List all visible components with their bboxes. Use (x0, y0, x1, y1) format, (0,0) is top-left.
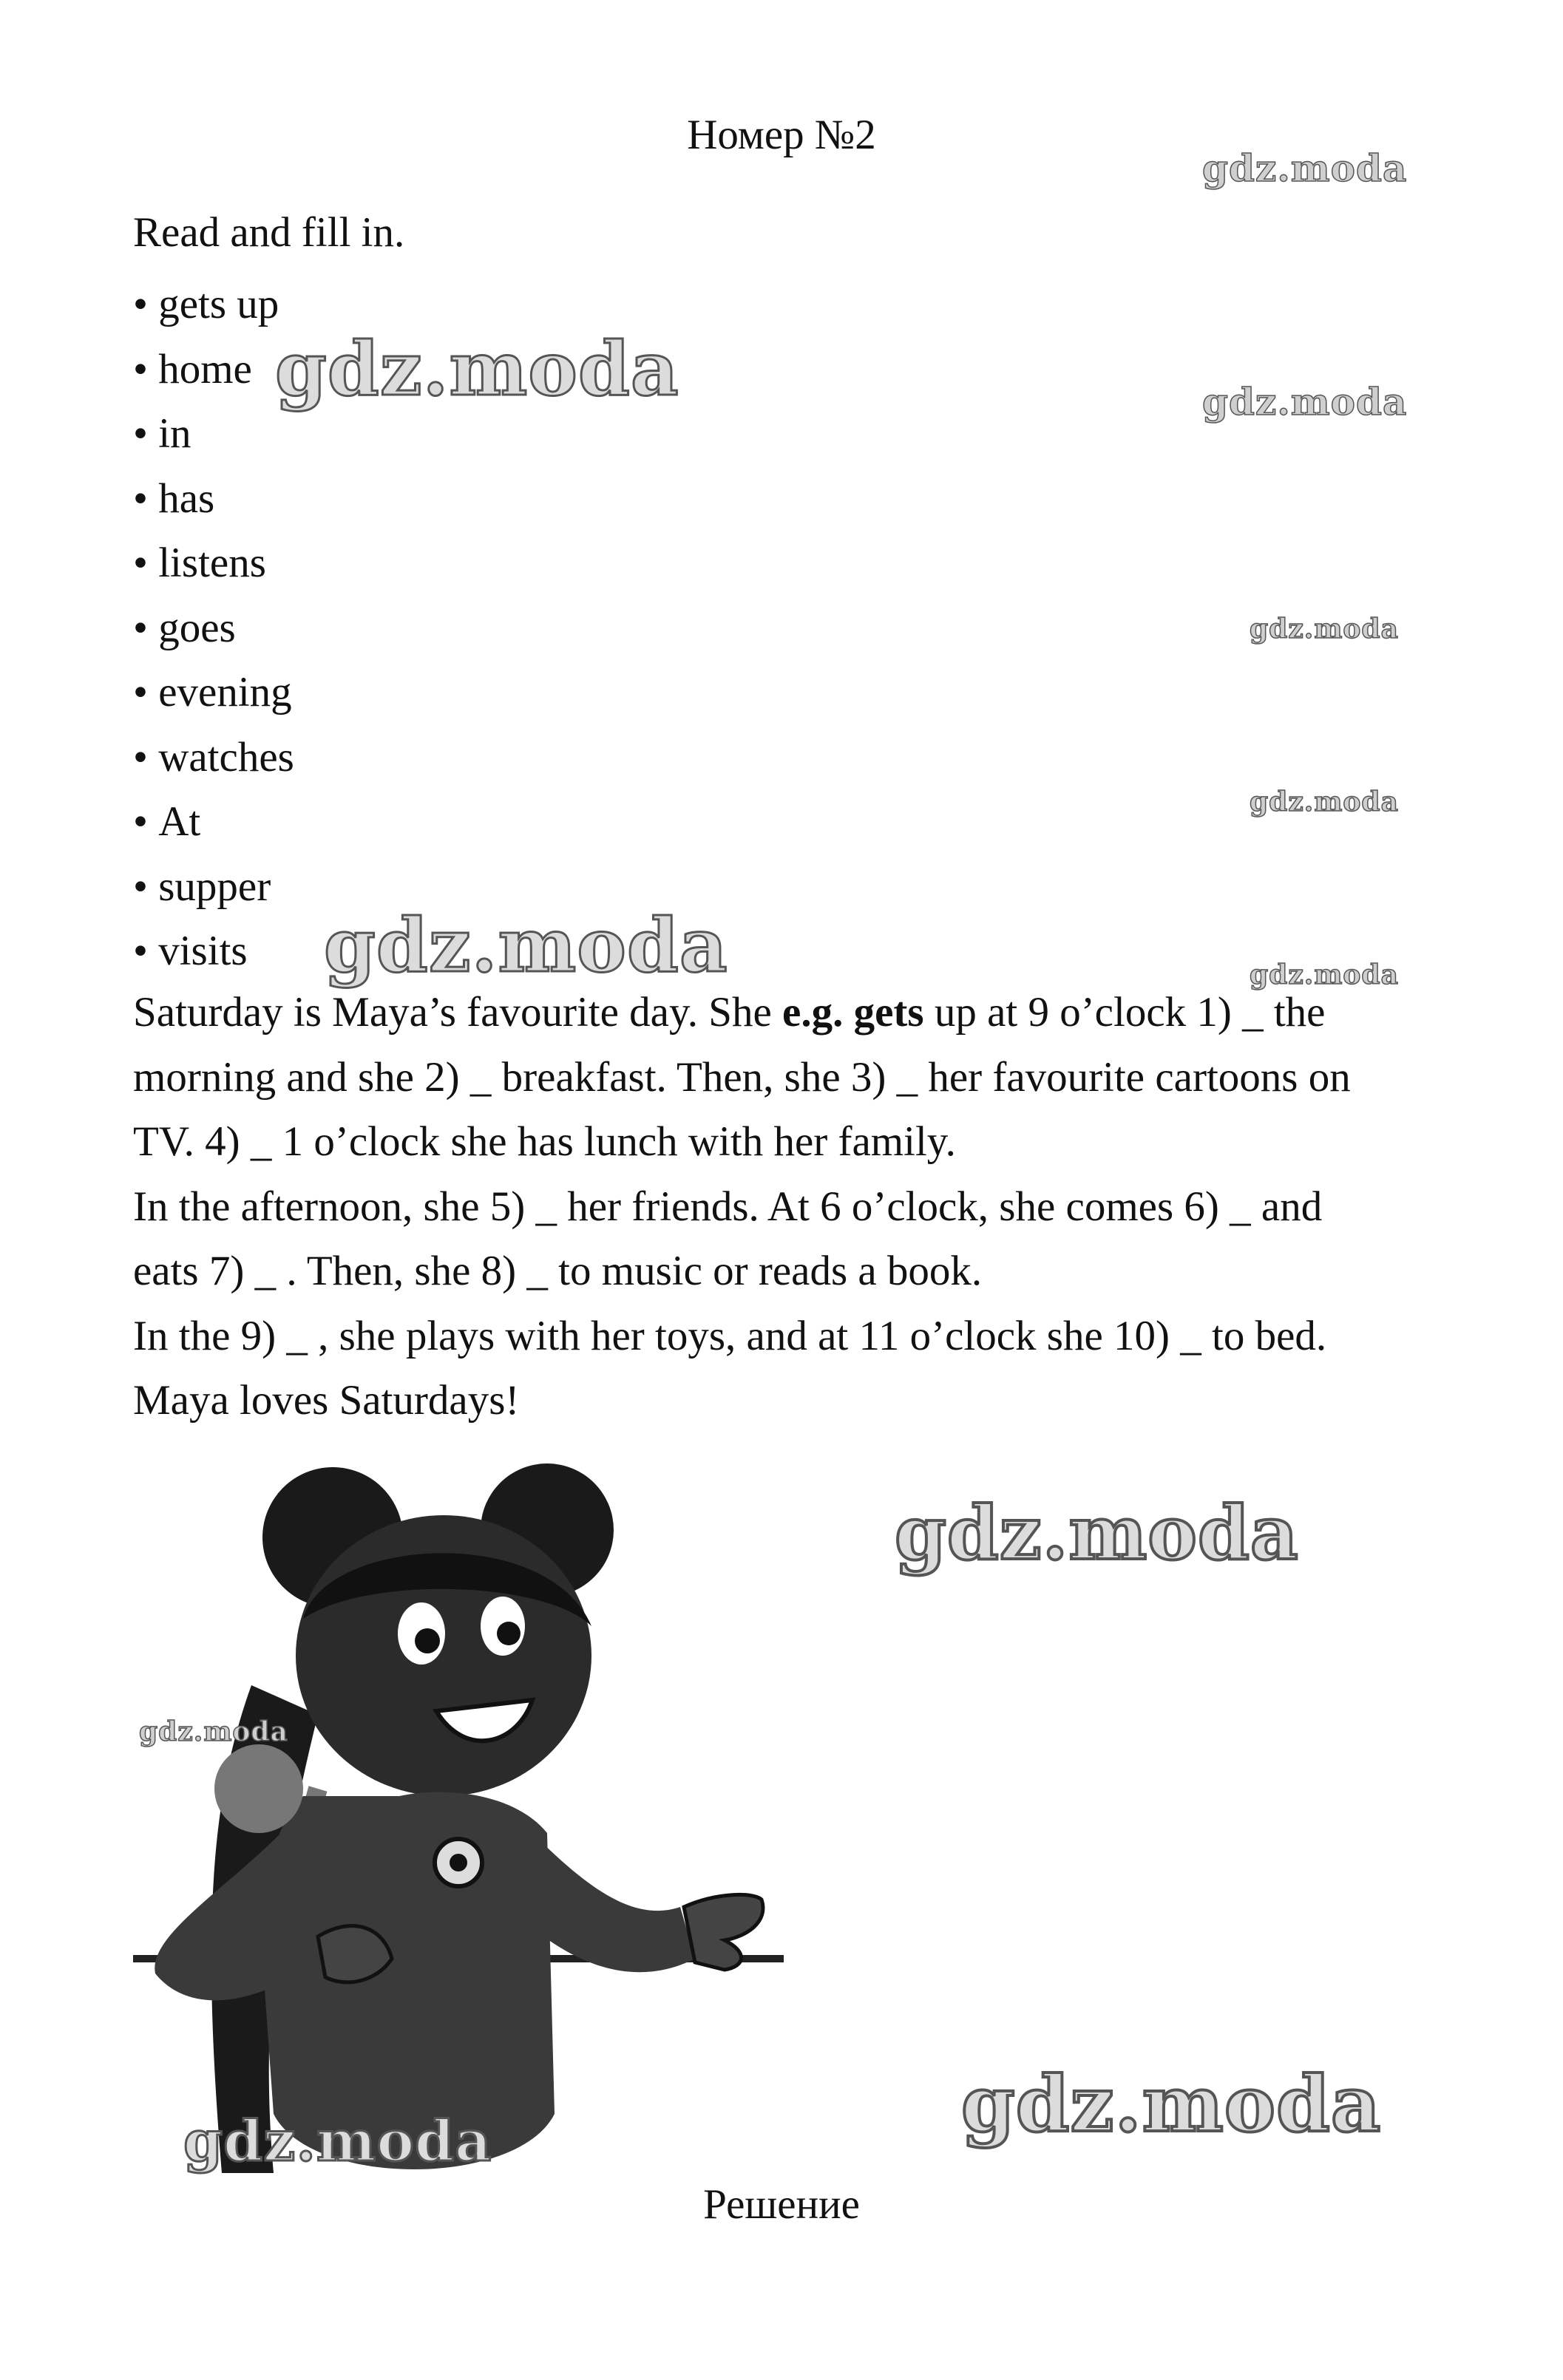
word-bank (133, 272, 294, 984)
word-bank-item: • listens (133, 531, 294, 596)
watermark: gdz.moda (961, 2058, 1382, 2149)
watermark: gdz.moda (1202, 146, 1408, 190)
word-bank-item: • watches (133, 725, 294, 790)
word-bank-item: • supper (133, 854, 294, 919)
word-bank-item: • At (133, 789, 294, 854)
word-bank-item: • goes (133, 596, 294, 661)
watermark: gdz.moda (1202, 380, 1408, 424)
example-answer: gets (853, 989, 924, 1036)
girl-illustration (133, 1449, 799, 2210)
word-bank-item: • evening (133, 660, 294, 725)
story-line: In the 9) _ , she plays with her toys, and at 11 o’clock she 10) _ to bed. (133, 1312, 1327, 1359)
word-bank-item: • has (133, 466, 294, 531)
watermark: gdz.moda (183, 2108, 492, 2174)
story-line: Maya loves Saturdays! (133, 1377, 520, 1424)
watermark: gdz.moda (895, 1489, 1299, 1577)
watermark: gdz.moda (1250, 786, 1399, 817)
story-text-segment: up at 9 o’clock 1) _ the (923, 989, 1326, 1036)
example-marker: e.g. (782, 989, 844, 1036)
word-bank-item: • home (133, 337, 294, 402)
watermark: gdz.moda (139, 1716, 288, 1747)
story-line: morning and she 2) _ breakfast. Then, she 3) _ her favourite cartoons on (133, 1053, 1351, 1101)
solution-label: Решение (703, 2181, 860, 2228)
watermark: gdz.moda (275, 325, 679, 412)
story-line: TV. 4) _ 1 o’clock she has lunch with her family. (133, 1118, 956, 1165)
story-text-segment: Saturday is Maya’s favourite day. She (133, 989, 783, 1036)
watermark: gdz.moda (1250, 613, 1399, 645)
watermark: gdz.moda (1250, 959, 1399, 990)
word-bank-item: • in (133, 401, 294, 466)
instruction: Read and fill in. (133, 209, 405, 256)
story-text (133, 980, 1449, 1433)
word-bank-item: • gets up (133, 272, 294, 337)
story-line: In the afternoon, she 5) _ her friends. At 6 o’clock, she comes 6) _ and (133, 1183, 1323, 1230)
page-title: Номер №2 (687, 112, 876, 158)
story-line: eats 7) _ . Then, she 8) _ to music or reads a book. (133, 1248, 983, 1294)
word-bank-item: • visits (133, 919, 294, 984)
watermark: gdz.moda (324, 902, 728, 989)
